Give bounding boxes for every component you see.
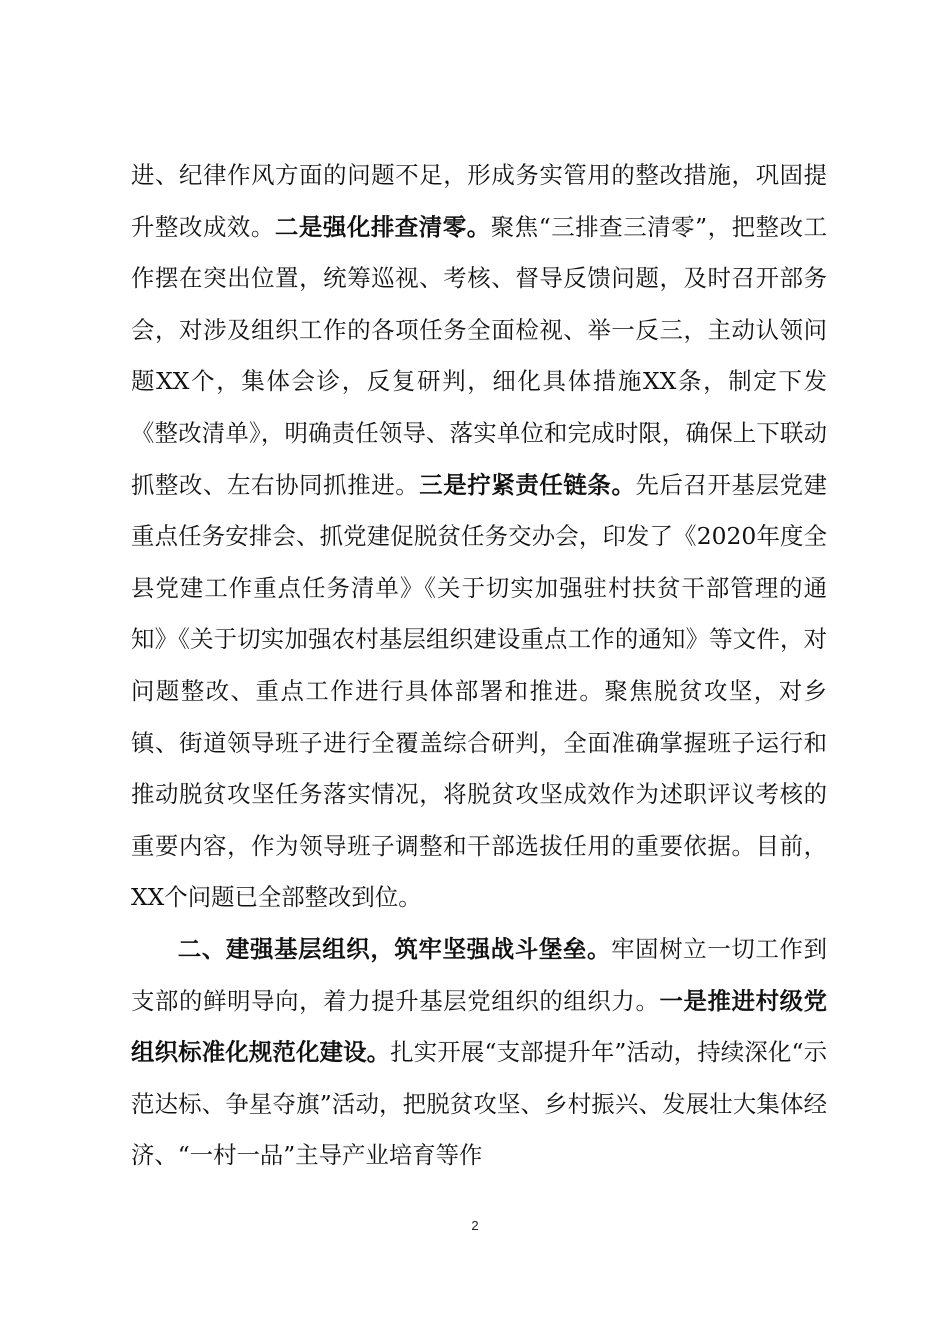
body-text: [131, 150, 827, 1182]
bold-text-run: 一是推进村级党组织标准化规范化建设。: [131, 986, 828, 1067]
text-run: 先后召开基层党建重点任务安排会、抓党建促脱贫任务交办会，印发了《2020年度全县党建工作重点任务清单》《关于切实加强驻村扶贫干部管理的通知》《关于切实加强农村基层组织建设重点工作的通知》等文件，对问题整改、重点工作进行具体部署和推进。聚焦脱贫攻坚，对乡镇、街道领导班子进行全覆盖综合研判，全面准确掌握班子运行和推动脱贫攻坚任务落实情况，将脱贫攻坚成效作为述职评议考核的重要内容，作为领导班子调整和干部选拔任用的重要依据。目前，XX个问题已全部整改到位。: [131, 470, 828, 912]
text-run: 聚焦“三排查三清零”，把整改工作摆在突出位置，统筹巡视、考核、督导反馈问题，及时召开部务会，对涉及组织工作的各项任务全面检视、举一反三，主动认领问题XX个，集体会诊，反复研判，细化具体措施XX条，制定下发《整改清单》，明确责任领导、落实单位和完成时限，确保上下联动抓整改、左右协同抓推进。: [131, 212, 828, 499]
bold-text-run: 三是拧紧责任链条。: [419, 470, 636, 499]
text-run: 牢固树立一切工作到支部的鲜明导向，着力提升基层党组织的组织力。: [131, 934, 828, 1015]
page-number: 2: [471, 1218, 479, 1233]
text-run: 进、纪律作风方面的问题不足，形成务实管用的整改措施，巩固提升整改成效。: [131, 161, 827, 241]
paragraph-2: [131, 924, 827, 1182]
section-heading: 二、建强基层组织，筑牢坚强战斗堡垒。: [177, 934, 612, 963]
bold-text-run: 二是强化排查清零。: [274, 212, 491, 241]
paragraph-1: [131, 150, 827, 924]
text-run: 扎实开展“支部提升年”活动，持续深化“示范达标、争星夺旗”活动，把脱贫攻坚、乡村振兴、发展壮大集体经济、“一村一品”主导产业培育等作: [131, 1038, 828, 1170]
